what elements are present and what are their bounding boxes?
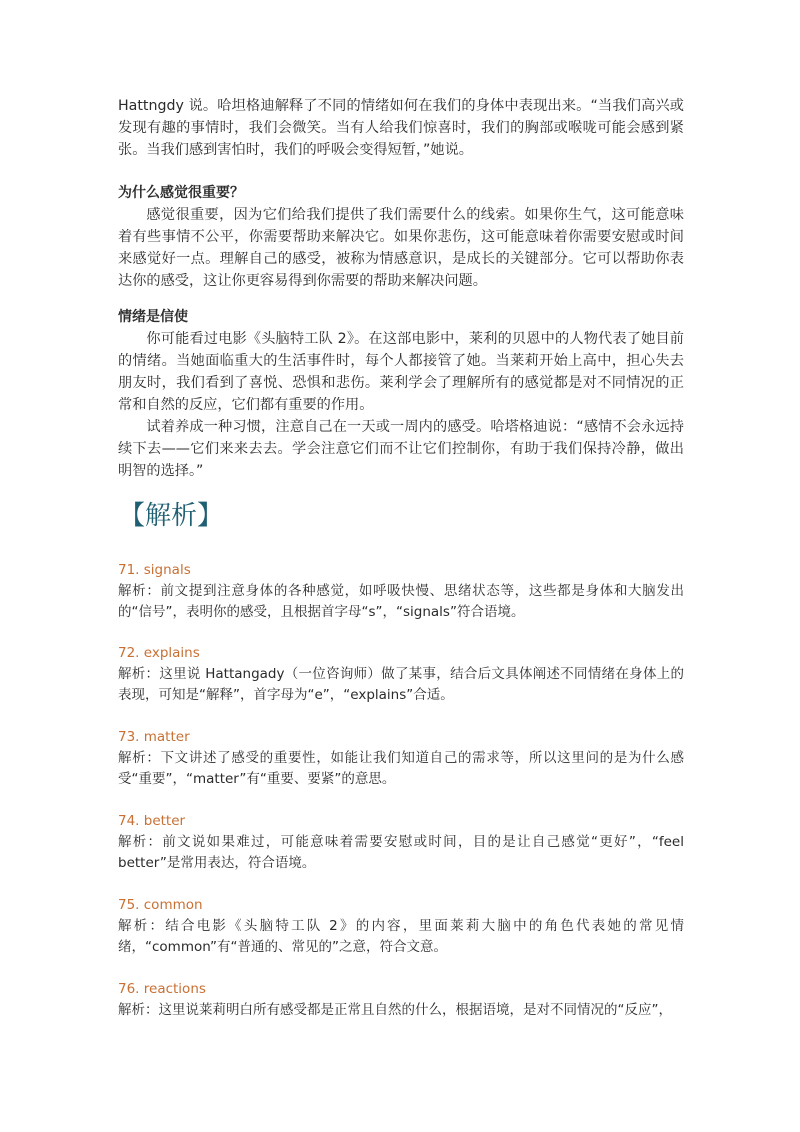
- passage-paragraph-3: 你可能看过电影《头脑特工队 2》。在这部电影中，莱利的贝恩中的人物代表了她目前的情绪。当她面临重大的生活事件时，每个人都接管了她。当莱莉开始上高中，担心失去朋友时，我们看到了喜悦、恐惧和悲伤。莱利学会了理解所有的感觉都是对不同情况的正常和自然的反应，它们都有重要的作用。: [118, 331, 684, 413]
- analysis-item-72: [118, 643, 684, 706]
- answer-number-title: 76. reactions: [118, 981, 206, 997]
- analysis-item-71: [118, 560, 684, 623]
- answer-explanation: 解析：前文说如果难过，可能意味着需要安慰或时间，目的是让自己感觉“更好”，“feel better”是常用表达，符合语境。: [118, 834, 684, 871]
- answer-explanation: 解析：这里说 Hattangady（一位咨询师）做了某事，结合后文具体阐述不同情绪在身体上的表现，可知是“解释”，首字母为“e”，“explains”合适。: [118, 666, 684, 703]
- answer-explanation: 解析：结合电影《头脑特工队 2》的内容，里面莱莉大脑中的角色代表她的常见情绪，“common”有“普通的、常见的”之意，符合文意。: [118, 918, 684, 955]
- passage-section: [118, 95, 684, 161]
- analysis-item-75: [118, 895, 684, 958]
- passage-paragraph-4: 试着养成一种习惯，注意自己在一天或一周内的感受。哈塔格迪说：“感情不会永远持续下去——它们来来去去。学会注意它们而不让它们控制你，有助于我们保持冷静，做出明智的选择。”: [118, 419, 684, 479]
- answer-number-title: 72. explains: [118, 645, 200, 661]
- answer-explanation: 解析：这里说莱莉明白所有感受都是正常且自然的什么，根据语境，是对不同情况的“反应”，: [118, 1002, 672, 1018]
- analysis-title: 【解析】: [119, 501, 224, 531]
- heading-why-feelings-matter: 为什么感觉很重要？: [118, 185, 244, 201]
- answer-number-title: 74. better: [118, 813, 186, 829]
- answer-explanation: 解析：前文提到注意身体的各种感觉，如呼吸快慢、思绪状态等，这些都是身体和大脑发出的“信号”，表明你的感受，且根据首字母“s”，“signals”符合语境。: [118, 583, 684, 620]
- heading-emotions-messengers: 情绪是信使: [118, 309, 188, 325]
- analysis-item-76: [118, 979, 684, 1021]
- answer-number-title: 71. signals: [118, 562, 191, 578]
- heading-emotions-messengers-block: [118, 306, 684, 482]
- answer-number-title: 75. common: [118, 897, 203, 913]
- passage-paragraph-1: Hattngdy 说。哈坦格迪解释了不同的情绪如何在我们的身体中表现出来。“当我们高兴或发现有趣的事情时，我们会微笑。当有人给我们惊喜时，我们的胸部或喉咙可能会感到紧张。当我们感到害怕时，我们的呼吸会变得短暂，”她说。: [118, 98, 684, 158]
- analysis-item-74: [118, 811, 684, 874]
- answer-explanation: 解析：下文讲述了感受的重要性，如能让我们知道自己的需求等，所以这里问的是为什么感受“重要”，“matter”有“重要、要紧”的意思。: [118, 750, 684, 787]
- analysis-item-73: [118, 727, 684, 790]
- passage-paragraph-2: 感觉很重要，因为它们给我们提供了我们需要什么的线索。如果你生气，这可能意味着有些事情不公平，你需要帮助来解决它。如果你悲伤，这可能意味着你需要安慰或时间来感觉好一点。理解自己的感受，被称为情感意识，是成长的关键部分。它可以帮助你表达你的感受，这让你更容易得到你需要的帮助来解决问题。: [118, 207, 684, 289]
- heading-why-feelings-matter-block: [118, 182, 684, 292]
- answer-number-title: 73. matter: [118, 729, 190, 745]
